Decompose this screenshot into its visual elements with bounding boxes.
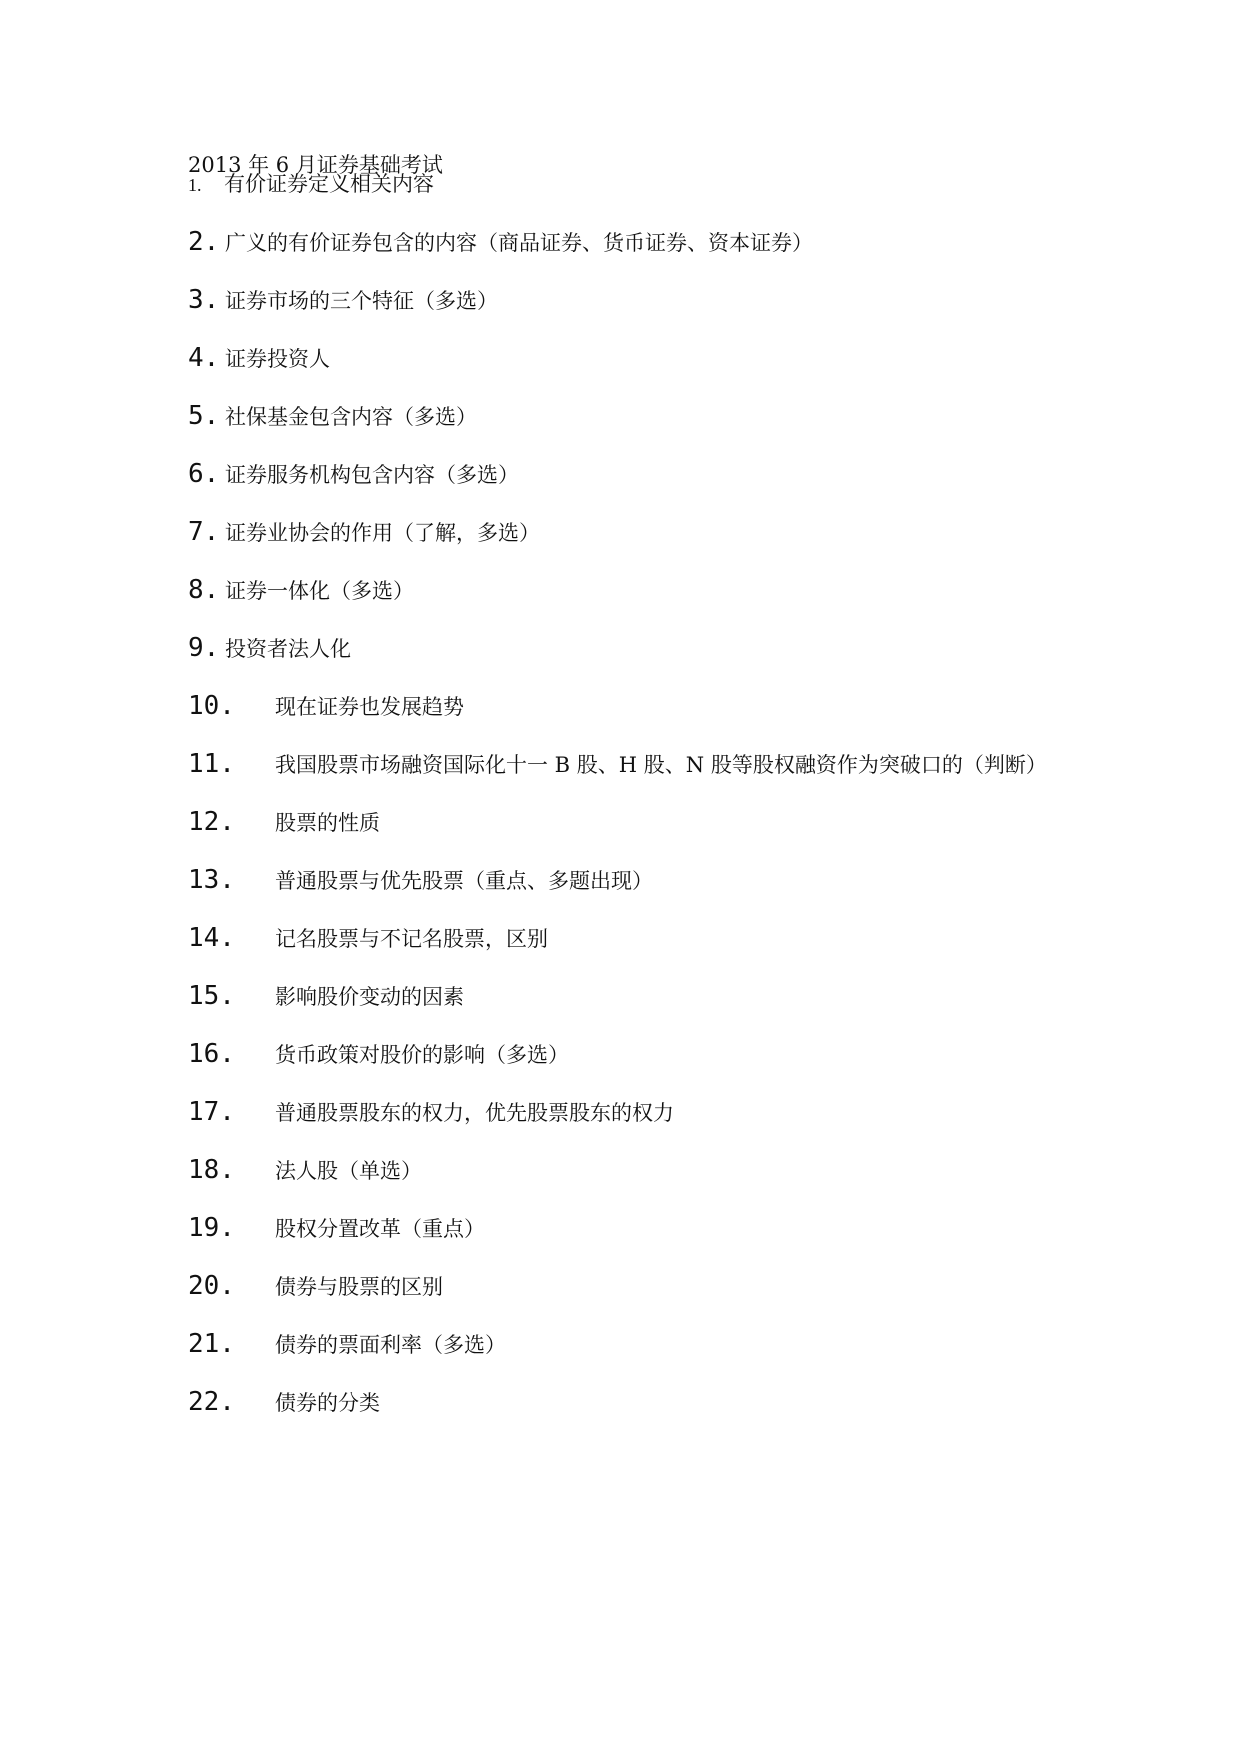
list-item	[188, 516, 540, 549]
item-number: 22.	[188, 1387, 235, 1417]
list-item	[188, 284, 498, 317]
list-item	[188, 632, 351, 665]
item-text: 债券的票面利率（多选）	[275, 1333, 506, 1357]
list-item	[188, 226, 813, 259]
item-text: 债券的分类	[275, 1391, 380, 1415]
item-number: 1.	[188, 175, 202, 195]
item-number: 3.	[188, 285, 220, 315]
list-item	[188, 574, 414, 607]
item-text: 法人股（单选）	[275, 1159, 422, 1183]
list-item	[188, 458, 519, 491]
list-item	[188, 1212, 485, 1245]
item-number: 16.	[188, 1039, 235, 1069]
item-text: 证券市场的三个特征（多选）	[225, 289, 498, 313]
item-text: 证券业协会的作用（了解，多选）	[225, 521, 540, 545]
item-text: 货币政策对股价的影响（多选）	[275, 1043, 569, 1067]
item-number: 17.	[188, 1097, 235, 1127]
item-text: 股票的性质	[275, 811, 380, 835]
list-item	[188, 806, 380, 839]
list-item	[188, 400, 477, 433]
item-text: 影响股价变动的因素	[275, 985, 464, 1009]
item-number: 2.	[188, 227, 220, 257]
list-item	[188, 748, 1047, 781]
item-text: 有价证券定义相关内容	[224, 172, 434, 196]
item-text: 债券与股票的区别	[275, 1275, 443, 1299]
item-text: 股权分置改革（重点）	[275, 1217, 485, 1241]
list-item	[188, 922, 548, 955]
item-number: 6.	[188, 459, 220, 489]
item-text: 证券投资人	[225, 347, 330, 371]
list-item	[188, 1096, 674, 1129]
item-number: 21.	[188, 1329, 235, 1359]
list-item	[188, 168, 434, 201]
list-item	[188, 1270, 443, 1303]
item-number: 7.	[188, 517, 220, 547]
item-text: 普通股票与优先股票（重点、多题出现）	[275, 869, 653, 893]
item-number: 11.	[188, 749, 235, 779]
item-text: 证券一体化（多选）	[225, 579, 414, 603]
item-text: 投资者法人化	[225, 637, 351, 661]
list-item	[188, 1386, 380, 1419]
item-number: 8.	[188, 575, 220, 605]
item-number: 15.	[188, 981, 235, 1011]
document-title: 2013 年 6 月证券基础考试	[188, 153, 443, 177]
item-number: 4.	[188, 343, 220, 373]
item-text: 广义的有价证券包含的内容（商品证券、货币证券、资本证券）	[225, 231, 813, 255]
list-item	[188, 690, 464, 723]
list-item	[188, 864, 653, 897]
item-number: 9.	[188, 633, 220, 663]
list-item	[188, 1038, 569, 1071]
item-number: 14.	[188, 923, 235, 953]
item-text: 现在证券也发展趋势	[275, 695, 464, 719]
list-item	[188, 1328, 506, 1361]
item-text: 普通股票股东的权力，优先股票股东的权力	[275, 1101, 674, 1125]
list-item	[188, 980, 464, 1013]
item-text: 社保基金包含内容（多选）	[225, 405, 477, 429]
item-number: 20.	[188, 1271, 235, 1301]
item-number: 12.	[188, 807, 235, 837]
item-number: 10.	[188, 691, 235, 721]
item-number: 5.	[188, 401, 220, 431]
item-number: 19.	[188, 1213, 235, 1243]
item-text: 证券服务机构包含内容（多选）	[225, 463, 519, 487]
item-number: 18.	[188, 1155, 235, 1185]
list-item	[188, 342, 330, 375]
item-text: 我国股票市场融资国际化十一 B 股、H 股、N 股等股权融资作为突破口的（判断）	[275, 753, 1047, 777]
list-item	[188, 1154, 422, 1187]
item-text: 记名股票与不记名股票，区别	[275, 927, 548, 951]
item-number: 13.	[188, 865, 235, 895]
